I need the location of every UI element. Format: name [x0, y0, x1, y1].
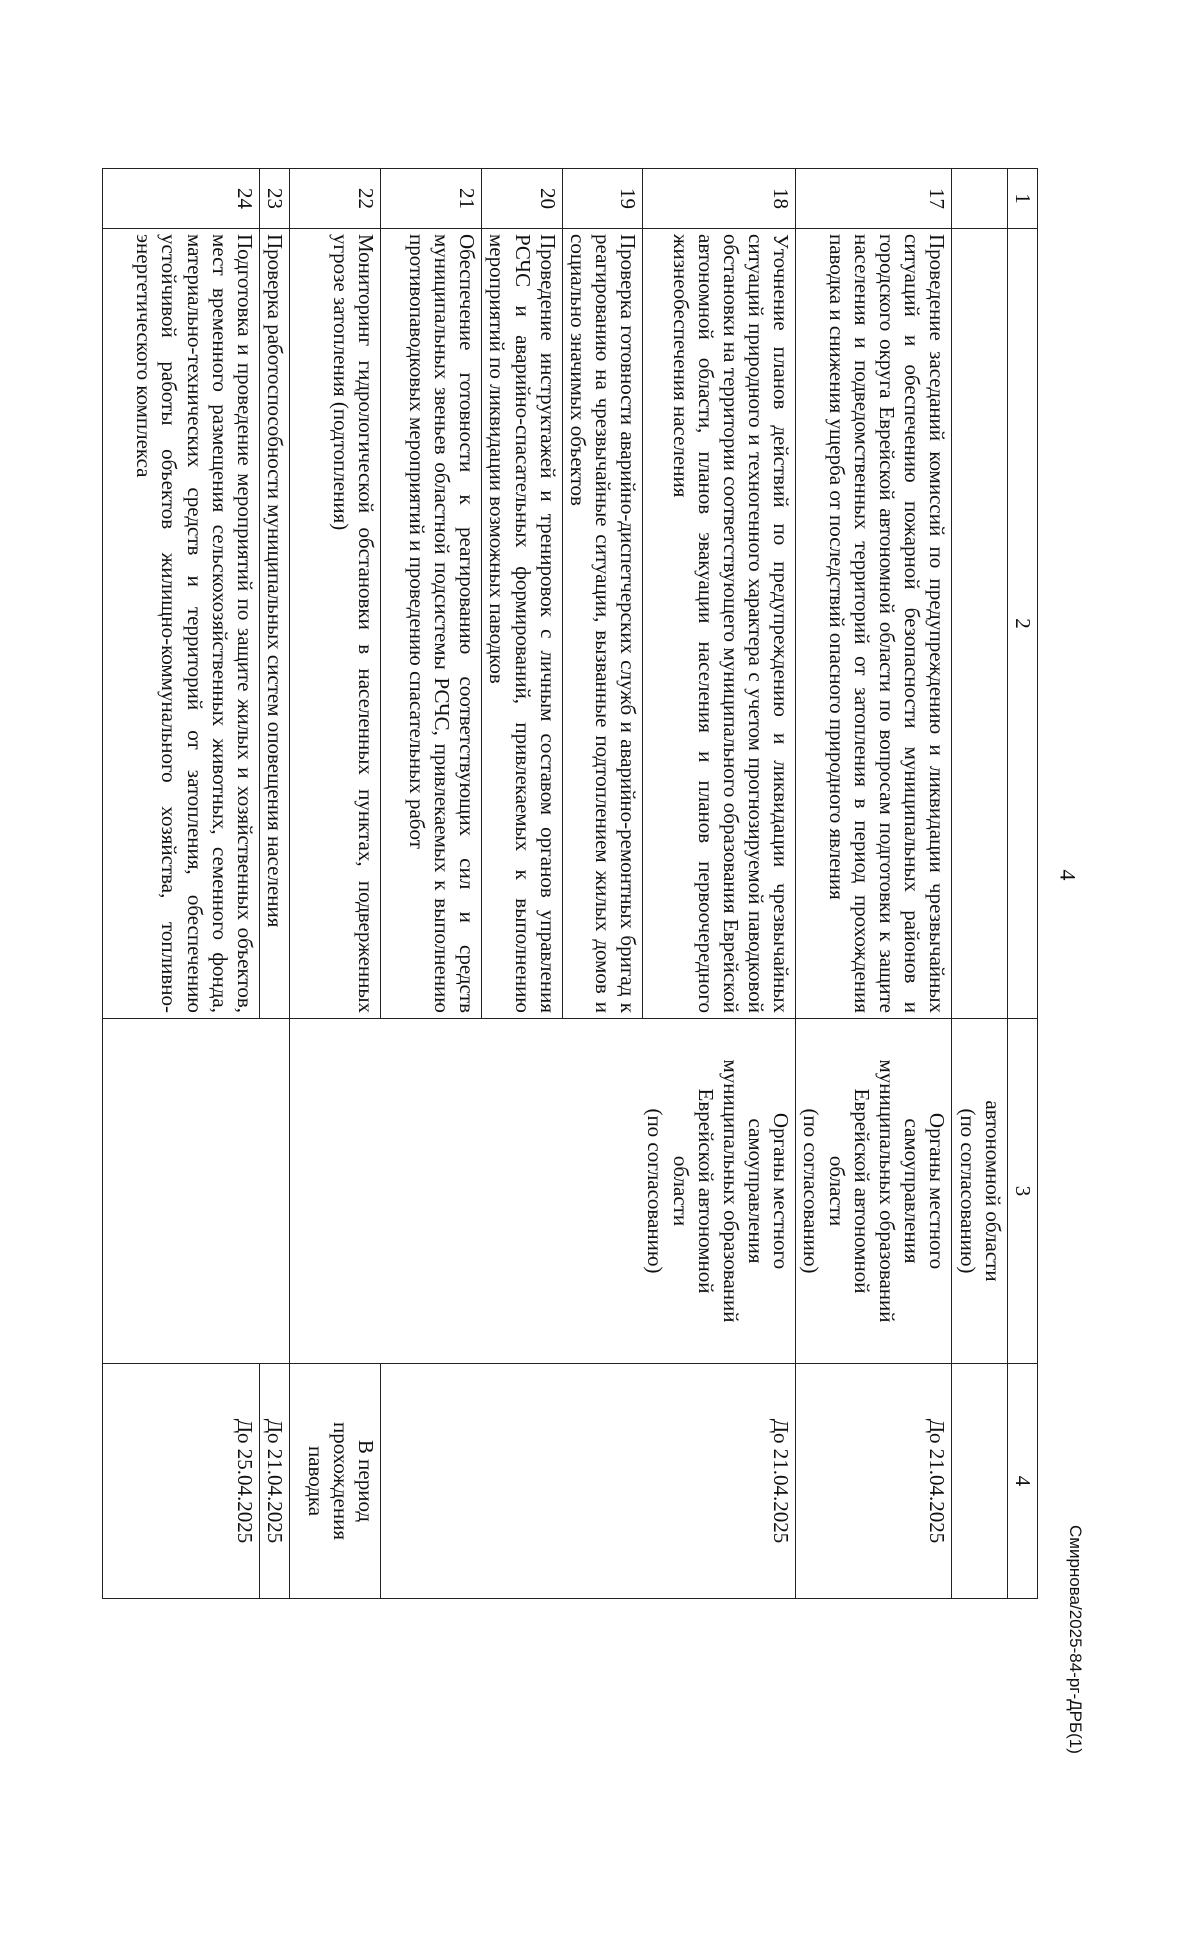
table-row [796, 169, 952, 1599]
row-number: 18 [643, 169, 796, 229]
header-cell-1: 1 [1007, 169, 1037, 229]
continuation-responsible-cell: автономной области (по согласованию) [952, 1019, 1007, 1364]
deadline-cell: До 25.04.2025 [103, 1364, 260, 1599]
row-number: 23 [260, 169, 290, 229]
row-number: 20 [482, 169, 563, 229]
deadline-cell: В период прохождения паводка [290, 1364, 381, 1599]
measure-text: Уточнение планов действий по предупреждению и ликвидации чрезвычайных ситуаций природного и техногенного характера с учетом прогнозируемой паводковой обстановки на территории соответствующего муниципального образования Еврейской автономной области, планов эвакуации населения и планов первоочередного жизнеобеспечения населения [643, 229, 796, 1019]
measure-text: Подготовка и проведение мероприятий по защите жилых и хозяйственных объектов, мест временного размещения сельскохозяйственных животных, семенного фонда, материально-технических средств и территорий от затопления, обеспечению устойчивой работы объектов жилищно-коммунального хозяйства, топливно-энергетического комплекса [103, 229, 260, 1019]
table-row [643, 169, 796, 1599]
row-number: 24 [103, 169, 260, 229]
table-row [260, 169, 290, 1599]
footer-document-code: Смирнова/2025-84-рг-ДРБ(1) [1066, 1525, 1085, 1754]
measures-table-wrapper [120, 168, 1038, 1598]
table-row [103, 169, 260, 1599]
deadline-cell: До 21.04.2025 [796, 1364, 952, 1599]
continuation-num-cell [952, 169, 1007, 229]
responsible-cell-empty [103, 1019, 290, 1364]
measure-text: Проведение инструктажей и тренировок с личным составом органов управления РСЧС и аварийно-спасательных формирований, привлекаемых к выполнению мероприятий по ликвидации возможных паводков [482, 229, 563, 1019]
continuation-deadline-cell [952, 1364, 1007, 1599]
measure-text: Проверка готовности аварийно-диспетчерских служб и аварийно-ремонтных бригад к реагированию на чрезвычайные ситуации, вызванные подтоплением жилых домов и социально значимых объектов [562, 229, 643, 1019]
deadline-cell: До 21.04.2025 [381, 1364, 796, 1599]
row-number: 19 [562, 169, 643, 229]
responsible-cell: Органы местного самоуправления муниципальных образований Еврейской автономной области (по согласованию) [796, 1019, 952, 1364]
measures-table [102, 168, 1038, 1599]
row-number: 22 [290, 169, 381, 229]
measure-text: Обеспечение готовности к реагированию соответствующих сил и средств муниципальных звеньев областной подсистемы РСЧС, привлекаемых к выполнению противопаводковых мероприятий и проведению спасательных работ [381, 229, 482, 1019]
header-cell-2: 2 [1007, 229, 1037, 1019]
header-cell-4: 4 [1007, 1364, 1037, 1599]
header-cell-3: 3 [1007, 1019, 1037, 1364]
row-number: 17 [796, 169, 952, 229]
measure-text: Мониторинг гидрологической обстановки в населенных пунктах, подверженных угрозе затопления (подтопления) [290, 229, 381, 1019]
continuation-text-cell [952, 229, 1007, 1019]
page-number: 4 [1055, 869, 1081, 881]
responsible-cell: Органы местного самоуправления муниципальных образований Еврейской автономной области (по согласованию) [290, 1019, 796, 1364]
row-number: 21 [381, 169, 482, 229]
table-row [290, 169, 381, 1599]
measure-text: Проведение заседаний комиссий по предупреждению и ликвидации чрезвычайных ситуаций и обеспечению пожарной безопасности муниципальных районов и городского округа Еврейской автономной области по вопросам подготовки к защите населения и подведомственных территорий от затопления в период прохождения паводка и снижения ущерба от последствий опасного природного явления [796, 229, 952, 1019]
continuation-row [952, 169, 1007, 1599]
header-row [1007, 169, 1037, 1599]
deadline-cell: До 21.04.2025 [260, 1364, 290, 1599]
measure-text: Проверка работоспособности муниципальных систем оповещения населения [260, 229, 290, 1019]
